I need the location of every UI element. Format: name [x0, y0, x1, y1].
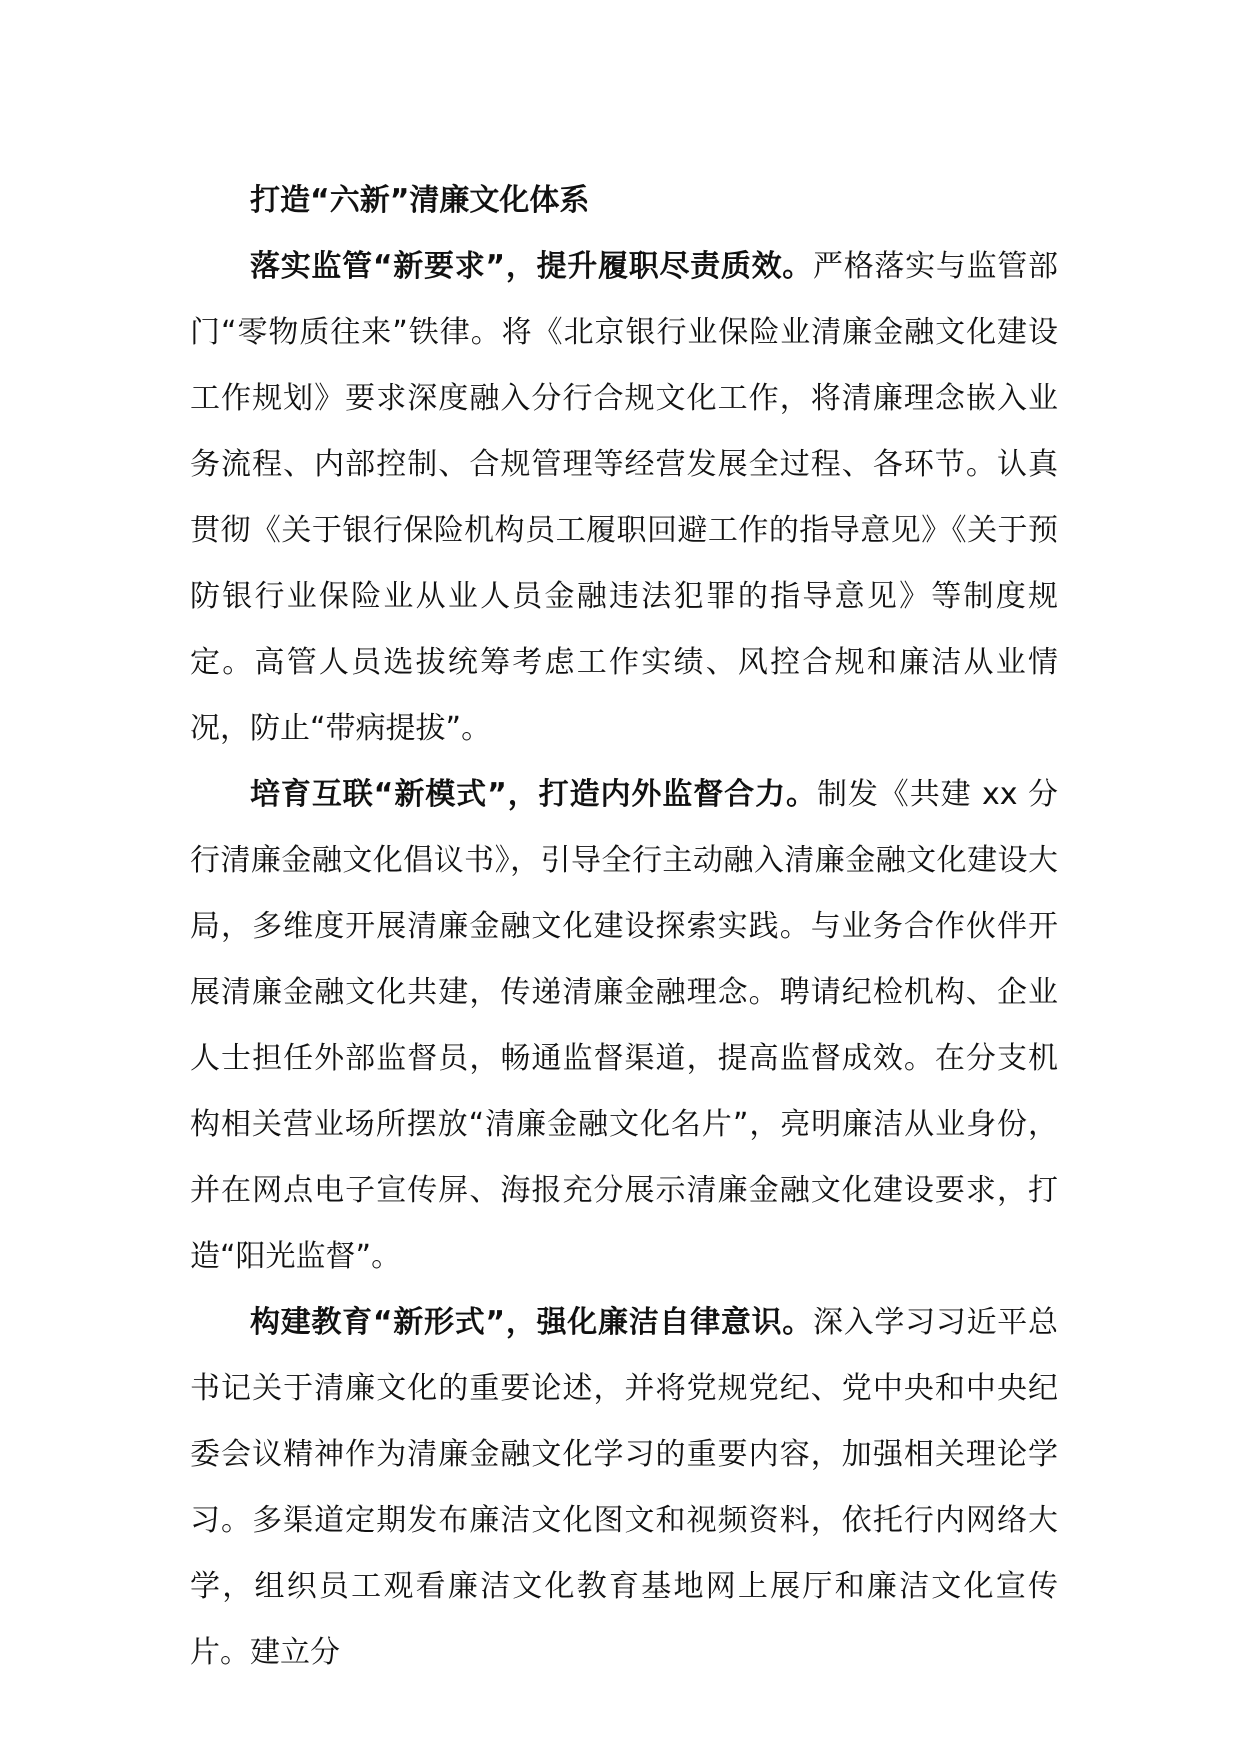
- paragraph-education: [190, 1290, 1058, 1686]
- paragraph-body: 严格落实与监管部门“零物质往来”铁律。将《北京银行业保险业清廉金融文化建设工作规划》要求深度融入分行合规文化工作，将清廉理念嵌入业务流程、内部控制、合规管理等经营发展全过程、各环节。认真贯彻《关于银行保险机构员工履职回避工作的指导意见》《关于预防银行业保险业从业人员金融违法犯罪的指导意见》等制度规定。高管人员选拔统筹考虑工作实绩、风控合规和廉洁从业情况，防止“带病提拔”。: [190, 249, 1058, 746]
- paragraph-supervision: [190, 234, 1058, 762]
- paragraph-lead: 落实监管“新要求”，提升履职尽责质效。: [250, 249, 813, 284]
- document-body: [190, 168, 1058, 1686]
- paragraph-body: 制发《共建 xx 分行清廉金融文化倡议书》，引导全行主动融入清廉金融文化建设大局，多维度开展清廉金融文化建设探索实践。与业务合作伙伴开展清廉金融文化共建，传递清廉金融理念。聘请纪检机构、企业人士担任外部监督员，畅通监督渠道，提高监督成效。在分支机构相关营业场所摆放“清廉金融文化名片”，亮明廉洁从业身份，并在网点电子宣传屏、海报充分展示清廉金融文化建设要求，打造“阳光监督”。: [190, 777, 1058, 1274]
- paragraph-interconnection: [190, 762, 1058, 1290]
- paragraph-lead: 构建教育“新形式”，强化廉洁自律意识。: [250, 1305, 813, 1340]
- section-heading: 打造“六新”清廉文化体系: [250, 183, 590, 218]
- paragraph-lead: 培育互联“新模式”，打造内外监督合力。: [250, 777, 817, 812]
- paragraph-body: 深入学习习近平总书记关于清廉文化的重要论述，并将党规党纪、党中央和中央纪委会议精神作为清廉金融文化学习的重要内容，加强相关理论学习。多渠道定期发布廉洁文化图文和视频资料，依托行内网络大学，组织员工观看廉洁文化教育基地网上展厅和廉洁文化宣传片。建立分: [190, 1305, 1058, 1670]
